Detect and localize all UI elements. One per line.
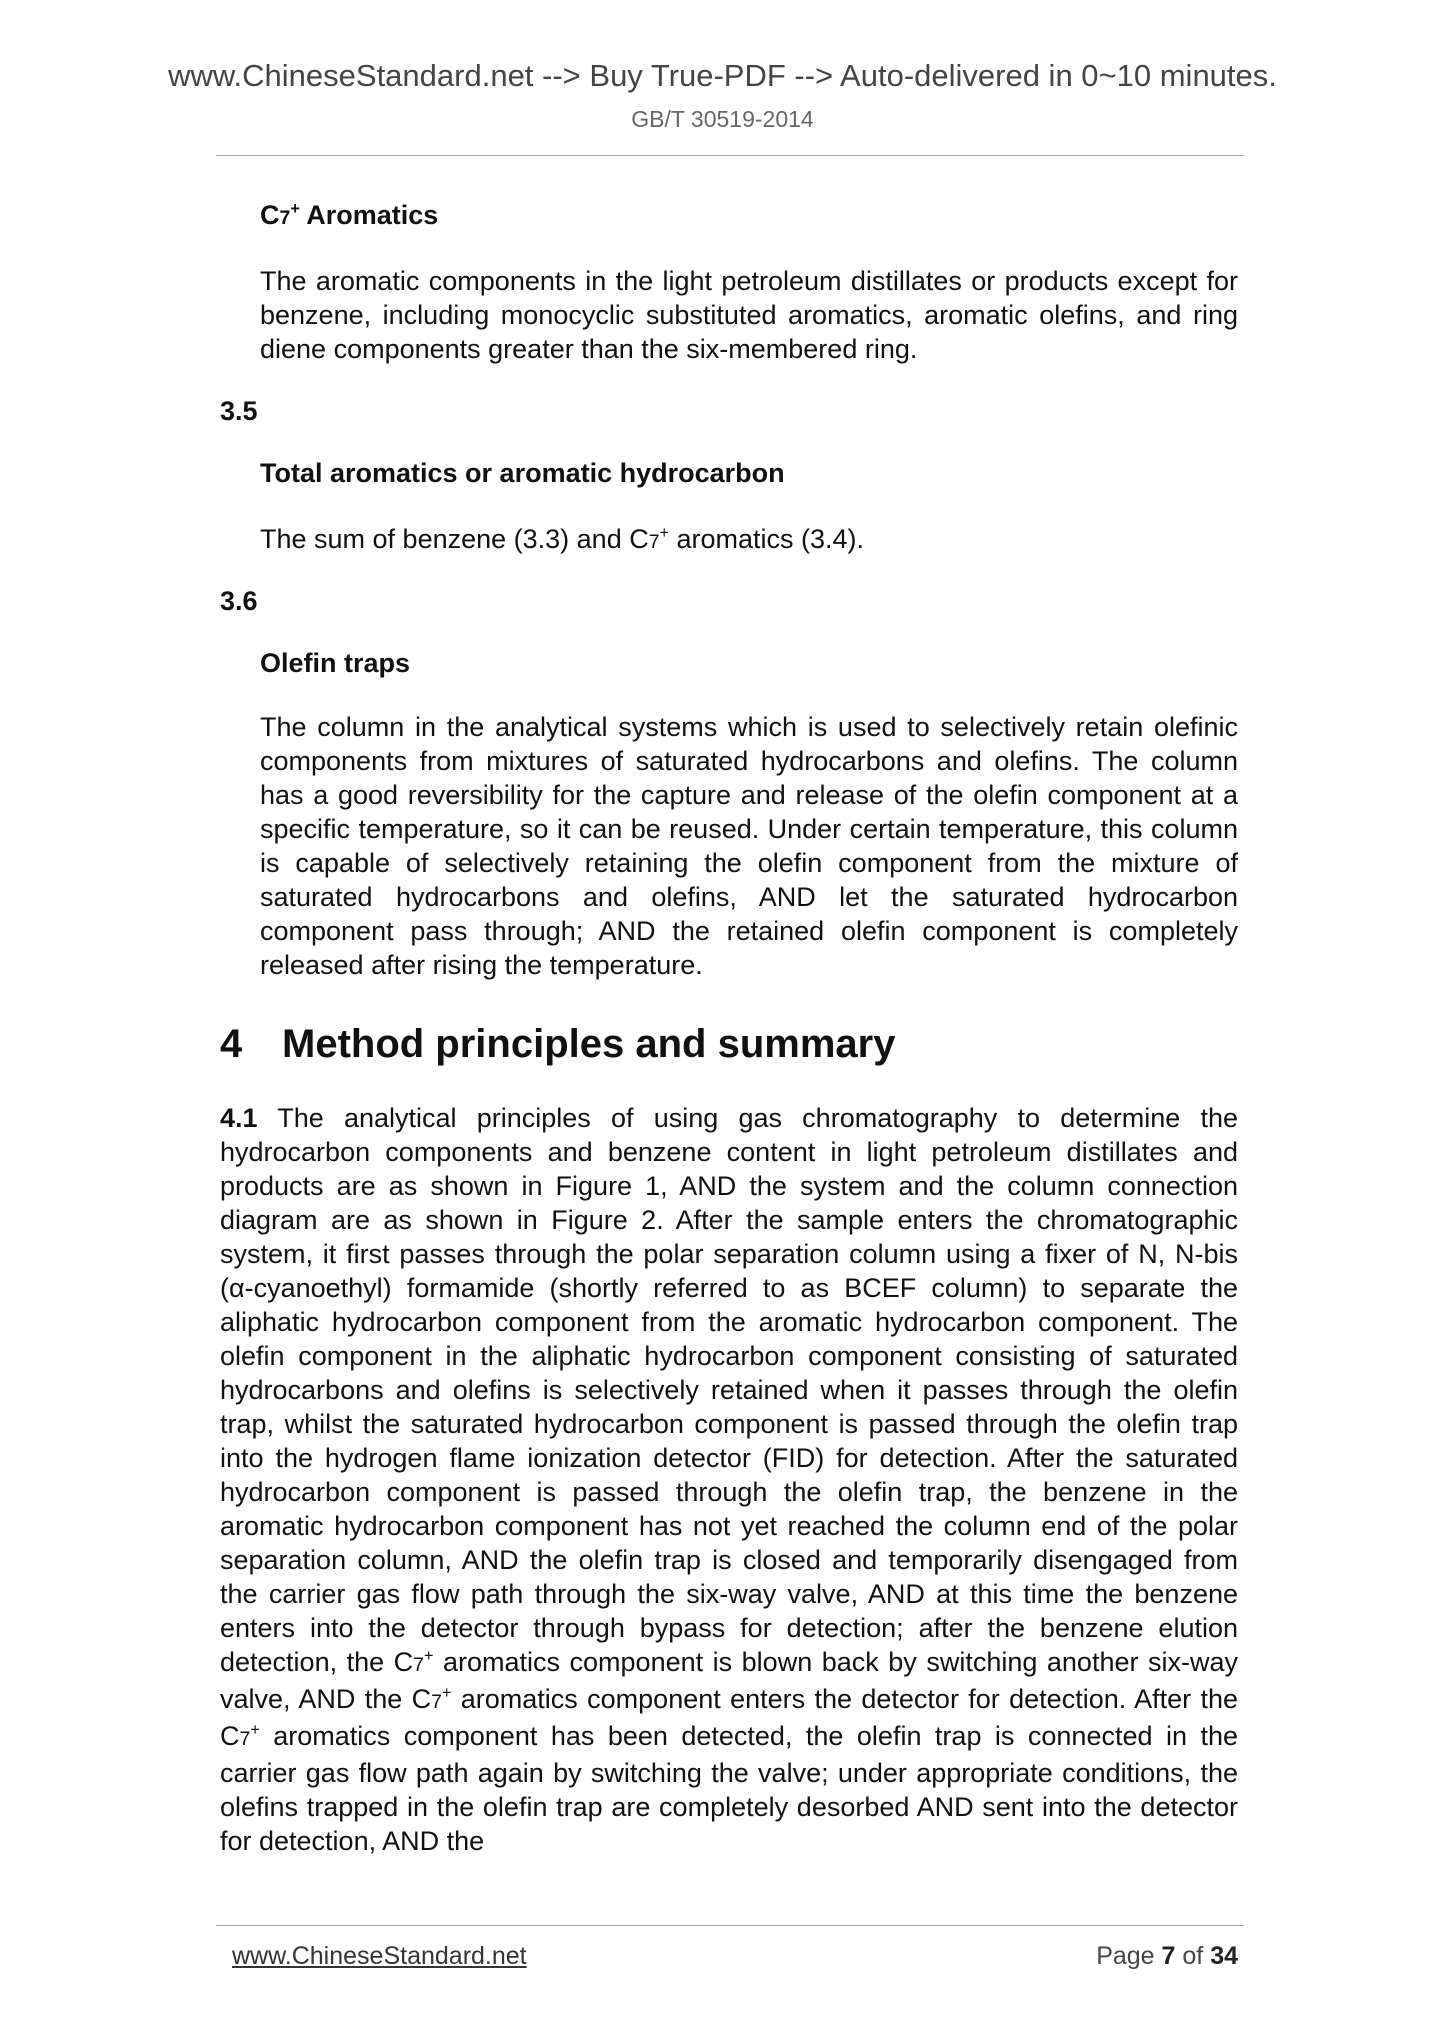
term-total-aromatics: Total aromatics or aromatic hydrocarbon — [260, 458, 785, 488]
paragraph-number: 4.1 — [220, 1103, 258, 1133]
definition-total-aromatics — [260, 522, 1238, 559]
def-text-a: The sum of benzene (3.3) and C — [260, 524, 649, 554]
page-current: 7 — [1161, 1942, 1176, 1970]
page-total: 34 — [1210, 1942, 1238, 1970]
footer-rule — [216, 1925, 1244, 1926]
c7-superscript-2: + — [441, 1684, 452, 1702]
page-indicator — [1096, 1942, 1238, 1971]
def-subscript: 7 — [648, 531, 660, 553]
para-text-1: The analytical principles of using gas chromatography to determine the hydrocarbon components and benzene content in light petroleum distillates and products are as shown in Figure 1, AND the system and the column connection diagram are as shown in Figure 2. After the sample enters the chromatographic system, it first passes through the polar separation column using a fixer of N, N-bis (α-cyanoethyl) formamide (shortly referred to as BCEF column) to separate the aliphatic hydrocarbon component from the aromatic hydrocarbon component. The olefin component in the aliphatic hydrocarbon component consisting of saturated hydrocarbons and olefins is selectively retained when it passes through the olefin trap, whilst the saturated hydrocarbon component is passed through the olefin trap into the hydrogen flame ionization detector (FID) for detection. After the saturated hydrocarbon component is passed through the olefin trap, the benzene in the aromatic hydrocarbon component has not yet reached the column end of the polar separation column, AND the olefin trap is closed and temporarily disengaged from the carrier gas flow path through the six-way valve, AND at this time the benzene enters into the detector through bypass for detection; after the benzene elution detection, the C — [220, 1103, 1238, 1677]
section-number: 4 — [220, 1022, 243, 1066]
term-prefix: C — [260, 200, 280, 230]
para-text-4: aromatics component has been detected, the olefin trap is connected in the carrier gas flow path again by switching the valve; under appropriate conditions, the olefins trapped in the olefin trap are completely desorbed AND sent into the detector for detection, AND the — [220, 1721, 1238, 1856]
standard-code: GB/T 30519-2014 — [631, 106, 814, 132]
section-heading-4 — [220, 1022, 895, 1067]
c7-superscript-3: + — [250, 1721, 260, 1739]
term-rest: Aromatics — [299, 200, 439, 230]
c7-subscript-2: 7 — [431, 1691, 442, 1713]
para-text-2: aromatics component is blown back by switching another six-way valve, AND the C — [220, 1647, 1238, 1714]
section-title: Method principles and summary — [282, 1022, 896, 1066]
c7-superscript-1: + — [423, 1647, 434, 1665]
footer-site-link[interactable]: www.ChineseStandard.net — [232, 1942, 527, 1970]
term-subscript: 7 — [279, 207, 291, 229]
header-banner: www.ChineseStandard.net --> Buy True-PDF --> Auto-delivered in 0~10 minutes. — [168, 58, 1277, 93]
def-superscript: + — [659, 524, 669, 542]
term-c7-aromatics — [260, 200, 438, 231]
term-olefin-traps: Olefin traps — [260, 648, 411, 678]
clause-number-3-5: 3.5 — [220, 396, 258, 426]
header-rule — [216, 155, 1244, 156]
term-superscript: + — [290, 200, 300, 218]
clause-number-3-6: 3.6 — [220, 586, 258, 616]
para-text-3: aromatics component enters the detector for detection. After the C — [220, 1684, 1238, 1751]
page-word: Page — [1096, 1942, 1162, 1970]
def-text-b: aromatics (3.4). — [669, 524, 865, 554]
page-of: of — [1175, 1942, 1211, 1970]
definition-c7-aromatics: The aromatic components in the light petroleum distillates or products except for benzene, including monocyclic substituted aromatics, aromatic olefins, and ring diene components greater than the six-membered ring. — [260, 266, 1238, 364]
definition-olefin-traps: The column in the analytical systems which is used to selectively retain olefinic components from mixtures of saturated hydrocarbons and olefins. The column has a good reversibility for the capture and release of the olefin component at a specific temperature, so it can be reused. Under certain temperature, this column is capable of selectively retaining the olefin component from the mixture of saturated hydrocarbons and olefins, AND let the saturated hydrocarbon component pass through; AND the retained olefin component is completely released after rising the temperature. — [260, 712, 1238, 980]
c7-subscript-3: 7 — [239, 1728, 251, 1750]
paragraph-4-1 — [220, 1101, 1238, 1858]
c7-subscript-1: 7 — [413, 1654, 424, 1676]
